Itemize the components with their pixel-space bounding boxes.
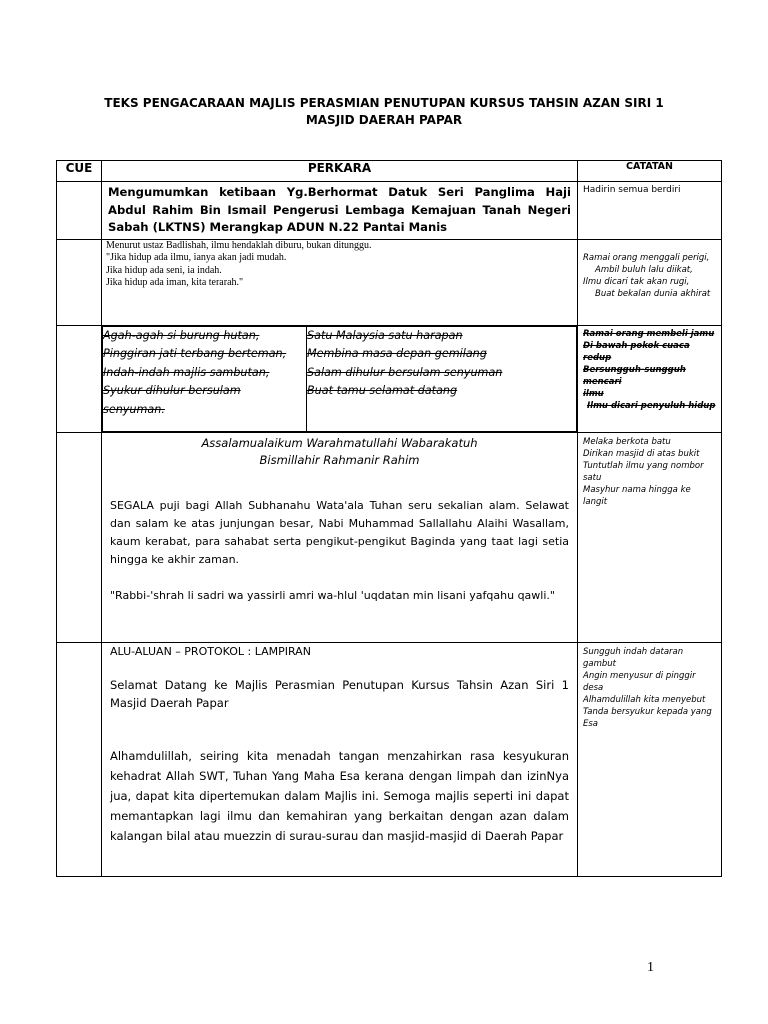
greeting-line: Bismillahir Rahmanir Rahim	[259, 452, 420, 467]
pantun-line: Indah-indah majlis sambutan,	[103, 365, 270, 379]
pantun-left	[103, 326, 307, 431]
perkara-cell	[102, 432, 578, 642]
table-row	[57, 325, 722, 432]
column-header-catatan: CATATAN	[578, 161, 722, 182]
cue-cell	[57, 239, 102, 325]
gratitude-paragraph: Alhamdulillah, seiring kita menadah tangan menzahirkan rasa kesyukuran kehadrat Allah SWT, Tuhan Yang Maha Esa kerana dengan limpah dan izinNya jua, dapat kita dipertemukan dalam Majlis ini. Semoga majlis seperti ini dapat memantapkan lagi ilmu dan kemahiran yang berkaitan dengan azan dalam kalangan bilal atau muezzin di surau-surau dan masjid-masjid di Daerah Papar	[110, 748, 569, 843]
pantun-line: Dirikan masjid di atas bukit	[583, 448, 700, 459]
pantun-line: Agah-agah si burung hutan,	[103, 328, 260, 342]
cue-cell	[57, 642, 102, 876]
quote-line: Menurut ustaz Badlishah, ilmu hendaklah diburu, bukan ditunggu.	[106, 239, 372, 251]
pantun-line: satu	[583, 472, 602, 483]
pantun-line: Syukur dihulur bersulam	[103, 384, 241, 397]
pantun-line: Buat bekalan dunia akhirat	[595, 288, 711, 299]
pantun-split	[102, 326, 577, 432]
pantun-note	[578, 433, 721, 511]
pantun-line: Esa	[583, 718, 599, 729]
pantun-note	[578, 240, 721, 303]
pantun-line: Ramai orang menggali perigi,	[583, 252, 710, 263]
doa-text: "Rabbi-'shrah li sadri wa yassirli amri wa-hlul 'uqdatan min lisani yafqahu qawli."	[110, 588, 555, 602]
page-number: 1	[647, 960, 654, 975]
pantun-line: Salam dihulur bersulam senyuman	[307, 365, 503, 379]
section-heading: ALU-ALUAN – PROTOKOL : LAMPIRAN	[110, 644, 311, 658]
table-row	[57, 239, 722, 325]
pantun-line: Angin menyusur di pinggir desa	[583, 670, 696, 693]
pantun-line: Membina masa depan gemilang	[307, 347, 487, 360]
welcome-text: Selamat Datang ke Majlis Perasmian Penutupan Kursus Tahsin Azan Siri 1 Masjid Daerah Papar	[110, 677, 569, 710]
pantun-line: Buat tamu selamat datang	[307, 384, 458, 397]
perkara-cell	[102, 642, 578, 876]
pantun-line: Alhamdulillah kita menyebut	[583, 694, 706, 705]
catatan-cell	[578, 325, 722, 432]
table-row	[57, 432, 722, 642]
pantun-line: Ramai orang membeli jamu	[583, 328, 715, 339]
pantun-line: Tuntutlah ilmu yang nombor	[583, 460, 704, 471]
quote-line: Jika hidup ada iman, kita terarah."	[106, 277, 244, 288]
catatan-cell	[578, 642, 722, 876]
pantun-line: Ilmu dicari penyuluh hidup	[587, 400, 716, 411]
pantun-line: Ilmu dicari tak akan rugi,	[583, 276, 690, 287]
document-title-line2: MASJID DAERAH PAPAR	[305, 113, 463, 127]
script-table	[56, 160, 722, 877]
table-row	[57, 642, 722, 876]
pantun-line: ilmu	[583, 388, 604, 399]
table-row	[57, 182, 722, 240]
opening-paragraph: SEGALA puji bagi Allah Subhanahu Wata'ala Tuhan seru sekalian alam. Selawat dan salam ke atas junjungan besar, Nabi Muhammad Sallallahu Alaihi Wasallam, kaum kerabat, para sahabat serta pengikut-pengikut Baginda yang taat lagi setia hingga ke akhir zaman.	[110, 498, 569, 566]
pantun-note	[578, 643, 721, 733]
pantun-line: Melaka berkota batu	[583, 436, 671, 447]
quote-line: "Jika hidup ada ilmu, ianya akan jadi mudah.	[106, 252, 287, 263]
pantun-line: Masyhur nama hingga ke langit	[583, 484, 691, 507]
pantun-line: Ambil buluh lalu diikat,	[595, 264, 693, 275]
catatan-cell	[578, 182, 722, 240]
cue-cell	[57, 182, 102, 240]
pantun-right	[307, 326, 577, 431]
pantun-line: Tanda bersyukur kepada yang	[583, 706, 712, 717]
perkara-cell	[102, 239, 578, 325]
pantun-line: Satu Malaysia satu harapan	[307, 328, 463, 342]
column-header-perkara: PERKARA	[102, 161, 578, 182]
catatan-cell	[578, 432, 722, 642]
column-header-cue: CUE	[57, 161, 102, 182]
pantun-note	[578, 326, 721, 414]
table-header-row	[57, 161, 722, 182]
document-title-line1: TEKS PENGACARAAN MAJLIS PERASMIAN PENUTUPAN KURSUS TAHSIN AZAN SIRI 1	[104, 96, 664, 110]
pantun-line: Sungguh indah dataran gambut	[583, 646, 684, 669]
quote-block	[102, 240, 577, 290]
announcement-text: Mengumumkan ketibaan Yg.Berhormat Datuk Seri Panglima Haji Abdul Rahim Bin Ismail Pengerusi Lembaga Kemajuan Tanah Negeri Sabah (LKTNS) Merangkap ADUN N.22 Pantai Manis	[108, 185, 571, 234]
perkara-cell	[102, 325, 578, 432]
greeting-line: Assalamualaikum Warahmatullahi Wabarakatuh	[201, 435, 478, 450]
pantun-line: Bersungguh-sungguh mencari	[583, 364, 686, 387]
catatan-cell	[578, 239, 722, 325]
quote-line: Jika hidup ada seni, ia indah.	[106, 264, 222, 276]
catatan-note: Hadirin semua berdiri	[583, 185, 681, 195]
pantun-line: senyuman.	[103, 402, 165, 416]
cue-cell	[57, 432, 102, 642]
pantun-line: Di bawah pokok cuaca redup	[583, 340, 690, 363]
perkara-cell	[102, 182, 578, 240]
pantun-line: Pinggiran jati terbang berteman,	[103, 347, 287, 360]
cue-cell	[57, 325, 102, 432]
